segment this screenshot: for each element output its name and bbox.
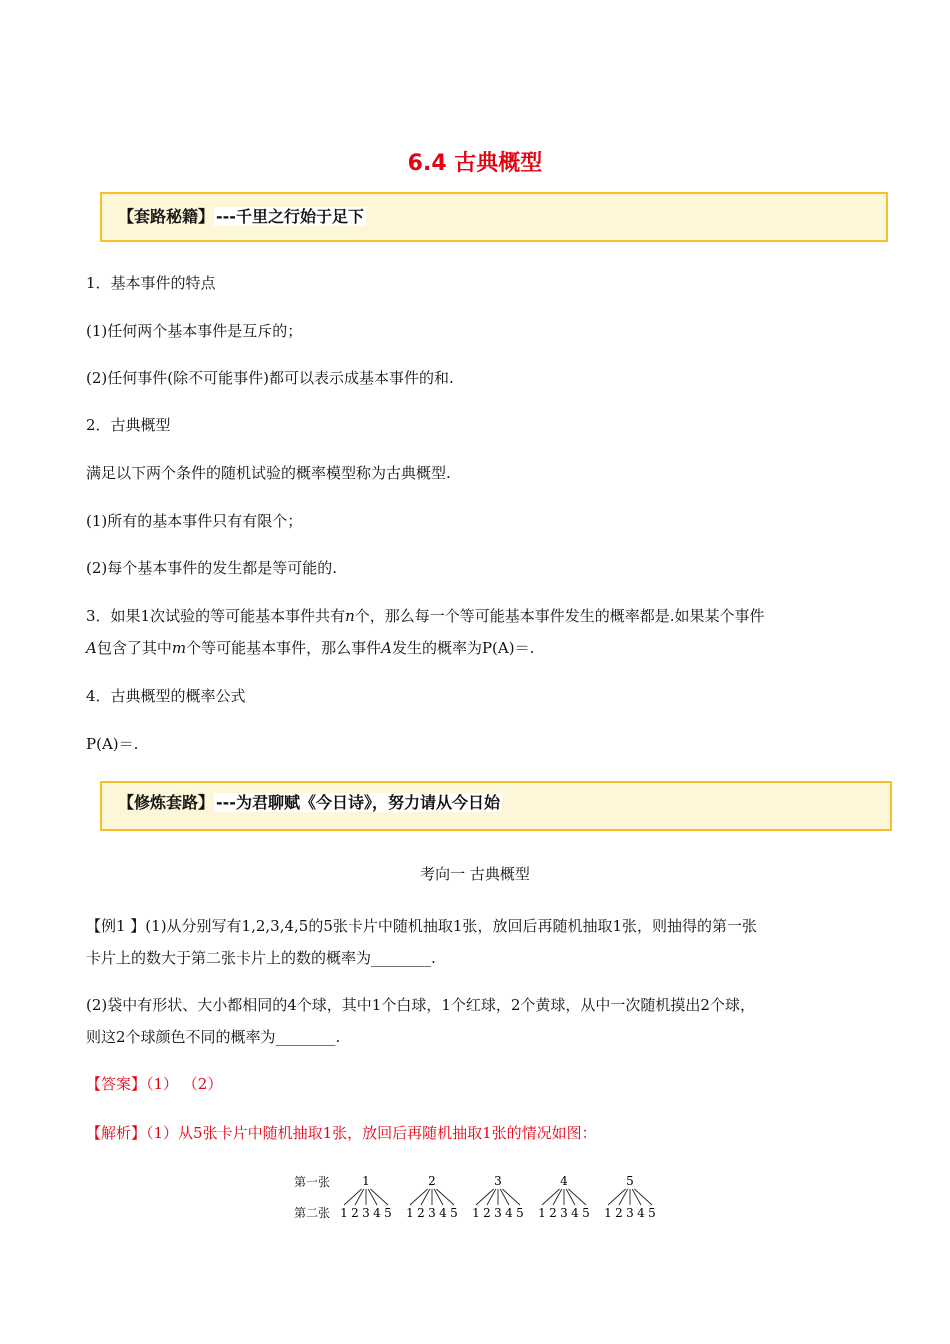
tree-second-node: 2 <box>483 1206 491 1220</box>
tree-second-node: 4 <box>571 1206 579 1220</box>
item4-heading: 4．古典概型的概率公式 <box>86 687 246 705</box>
item3-text: 包含了其中 <box>96 639 172 657</box>
item3-text: 个，那么每一个等可能基本事件发生的概率都是.如果某个事件 <box>354 607 765 625</box>
tree-first-node: 5 <box>626 1174 634 1188</box>
tree-second-node: 1 <box>472 1206 480 1220</box>
example1-line1: 【例1 】(1)从分别写有1,2,3,4,5的5张卡片中随机抽取1张，放回后再随机抽取1张，则抽得的第一张 <box>86 917 757 935</box>
tree-second-node: 1 <box>538 1206 546 1220</box>
tree-second-node: 1 <box>604 1206 612 1220</box>
banner-tag: 【套路秘籍】 <box>118 207 215 226</box>
item3-line1 <box>86 600 876 632</box>
example1-line2: 卡片上的数大于第二张卡片上的数的概率为________. <box>86 949 436 967</box>
page-title: 6.4 古典概型 <box>407 151 543 176</box>
banner-tricks <box>100 192 888 242</box>
tree-second-node: 3 <box>626 1206 634 1220</box>
tree-second-node: 2 <box>615 1206 623 1220</box>
tree-second-node: 1 <box>406 1206 414 1220</box>
item2-a: (1)所有的基本事件只有有限个； <box>86 512 303 530</box>
item1-a: (1)任何两个基本事件是互斥的； <box>86 322 303 340</box>
tree-second-node: 5 <box>516 1206 524 1220</box>
banner-practice <box>100 781 892 831</box>
item2-heading: 2．古典概型 <box>86 416 171 434</box>
item3-line2 <box>86 632 876 664</box>
banner-subtitle: ---千里之行始于足下 <box>216 207 364 226</box>
item2-b: (2)每个基本事件的发生都是等可能的. <box>86 559 338 577</box>
item1-b: (2)任何事件(除不可能事件)都可以表示成基本事件的和. <box>86 369 454 387</box>
example2-line2: 则这2个球颜色不同的概率为________. <box>86 1028 341 1046</box>
item4-formula: P(A)＝. <box>86 735 139 753</box>
tree-second-node: 2 <box>417 1206 425 1220</box>
item3-text: 个等可能基本事件，那么事件 <box>186 639 382 657</box>
item2-intro: 满足以下两个条件的随机试验的概率模型称为古典概型. <box>86 464 451 482</box>
tree-second-node: 2 <box>351 1206 359 1220</box>
banner-subtitle: ---为君聊赋《今日诗》，努力请从今日始 <box>216 793 500 812</box>
tree-first-node: 4 <box>560 1174 568 1188</box>
tree-second-node: 5 <box>384 1206 392 1220</box>
tree-first-node: 2 <box>428 1174 436 1188</box>
var-A: A <box>381 639 392 657</box>
tree-second-node: 4 <box>439 1206 447 1220</box>
tree-row1-label: 第一张 <box>294 1175 331 1189</box>
var-A: A <box>86 639 97 657</box>
tree-first-node: 1 <box>362 1174 370 1188</box>
formula-PA: P(A)＝. <box>481 639 535 657</box>
tree-second-node: 5 <box>582 1206 590 1220</box>
tree-row2-label: 第二张 <box>294 1206 331 1220</box>
item1-heading: 1．基本事件的特点 <box>86 274 216 292</box>
var-m: m <box>171 639 187 657</box>
answer-line: 【答案】（1） （2） <box>86 1075 223 1093</box>
tree-second-node: 4 <box>373 1206 381 1220</box>
item3-text: 3．如果1次试验的等可能基本事件共有 <box>86 607 346 625</box>
tree-second-node: 2 <box>549 1206 557 1220</box>
tree-second-node: 3 <box>560 1206 568 1220</box>
tree-second-node: 3 <box>428 1206 436 1220</box>
tree-second-node: 5 <box>450 1206 458 1220</box>
analysis-line: 【解析】（1）从5张卡片中随机抽取1张，放回后再随机抽取1张的情况如图： <box>86 1124 597 1142</box>
tree-diagram <box>290 1170 670 1230</box>
tree-second-node: 3 <box>362 1206 370 1220</box>
tree-second-node: 1 <box>340 1206 348 1220</box>
banner-tag: 【修炼套路】 <box>118 793 215 812</box>
tree-second-node: 4 <box>637 1206 645 1220</box>
tree-second-node: 5 <box>648 1206 656 1220</box>
item3-text: 发生的概率为 <box>391 639 482 657</box>
section-heading: 考向一 古典概型 <box>420 865 530 883</box>
tree-second-node: 3 <box>494 1206 502 1220</box>
tree-first-node: 3 <box>494 1174 502 1188</box>
tree-second-node: 4 <box>505 1206 513 1220</box>
var-n: n <box>345 607 355 625</box>
example2-line1: (2)袋中有形状、大小都相同的4个球，其中1个白球，1个红球，2个黄球，从中一次随机摸出2个球， <box>86 996 755 1014</box>
